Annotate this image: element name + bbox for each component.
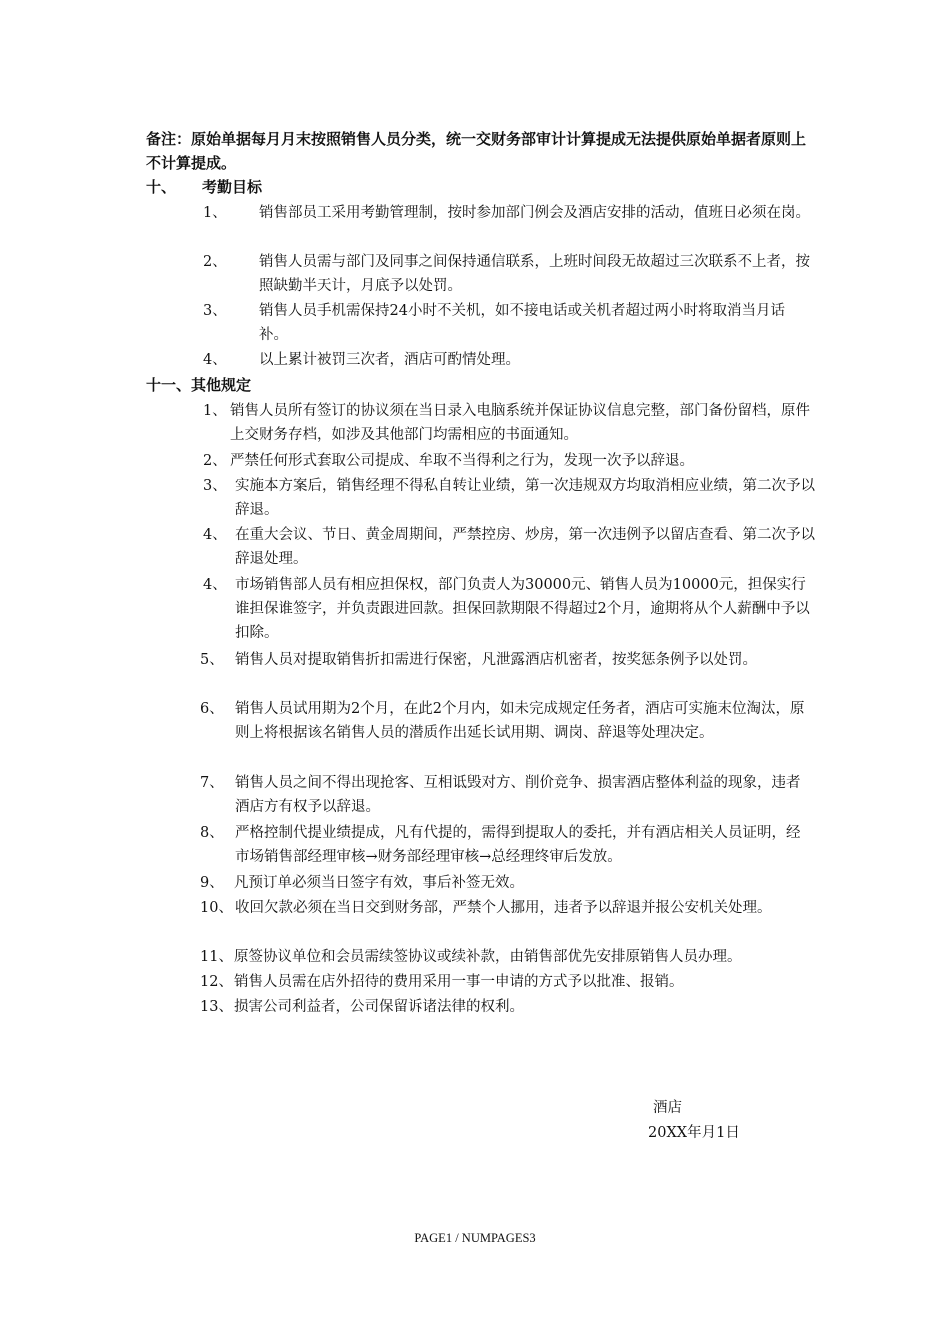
section-10-heading <box>146 175 262 199</box>
section-11-heading: 十一、其他规定 <box>146 376 252 394</box>
section-10-title: 考勤目标 <box>202 178 263 196</box>
page-footer: PAGE1 / NUMPAGES3 <box>414 1231 536 1245</box>
section-10-number: 十、 <box>146 178 177 196</box>
signature-org: 酒店 <box>653 1100 682 1116</box>
signature-date: 20XX年月1日 <box>648 1125 740 1141</box>
document-page: 备注：原始单据每月月末按照销售人员分类，统一交财务部审计计算提成无法提供原始单据者原则上不计算提成。 十、 考勤目标 1、 销售部员工采用考勤管理制，按时参加部门例会及酒店安排的活动，值班日必须在岗。 2、 销售人员需与部门及同事之间保持通信联系，上班时间段无故超过三次联系不上者，按照缺勤半天计，月底予以处罚。 3、 销售人员手机需保持24小时不关机，如不接电话或关机者超过两小时将取消当月话补。 4、 以上累计被罚三次者，酒店可酌情处理。 十一、其他规定 1、 销售人员所有签订的协议须在当日录入电脑系统并保证协议信息完整，部门备份留档，原件上交财务存档，如涉及其他部门均需相应的书面通知。 2、 严禁任何形式套取公司提成、牟取不当得利之行为，发现一次予以辞退。 3、 实施本方案后，销售经理不得私自转让业绩，第一次违规双方均取消相应业绩，第二次予以辞退。 4、 在重大会议、节日、黄金周期间，严禁控房、炒房，第一次违例予以留店查看、第二次予以辞退处理。 4、 市场销售部人员有相应担保权，部门负责人为30000元、销售人员为10000元，担保实行谁担保谁签字，并负责跟进回款。担保回款期限不得超过2个月，逾期将从个人薪酬中予以扣除。 5、 销售人员对提取销售折扣需进行保密，凡泄露酒店机密者，按奖惩条例予以处罚。 6、 销售人员试用期为2个月，在此2个月内，如未完成规定任务者，酒店可实施末位淘汰，原则上将根据该名销售人员的潜质作出延长试用期、调岗、辞退等处理决定。 7、 销售人员之间不得出现抢客、互相诋毁对方、削价竞争、损害酒店整体利益的现象，违者酒店方有权予以辞退。 8、 严格控制代提业绩提成，凡有代提的，需得到提取人的委托，并有酒店相关人员证明，经市场销售部经理审核→财务部经理审核→总经理终审后发放。 9、 凡预订单必须当日签字有效，事后补签无效。 10、 收回欠款必须在当日交到财务部，严禁个人挪用，违者予以辞退并报公安机关处理。 11、 原签协议单位和会员需续签协议或续补款，由销售部优先安排原销售人员办理。 12、 销售人员需在店外招待的费用采用一事一申请的方式予以批准、报销。 13、 损害公司利益者，公司保留诉诸法律的权利。 酒店 20XX年月1日 PAGE1 / NUMPAGES3 <box>0 0 950 1344</box>
remarks-note: 备注：原始单据每月月末按照销售人员分类，统一交财务部审计计算提成无法提供原始单据者原则上不计算提成。 <box>146 130 807 172</box>
